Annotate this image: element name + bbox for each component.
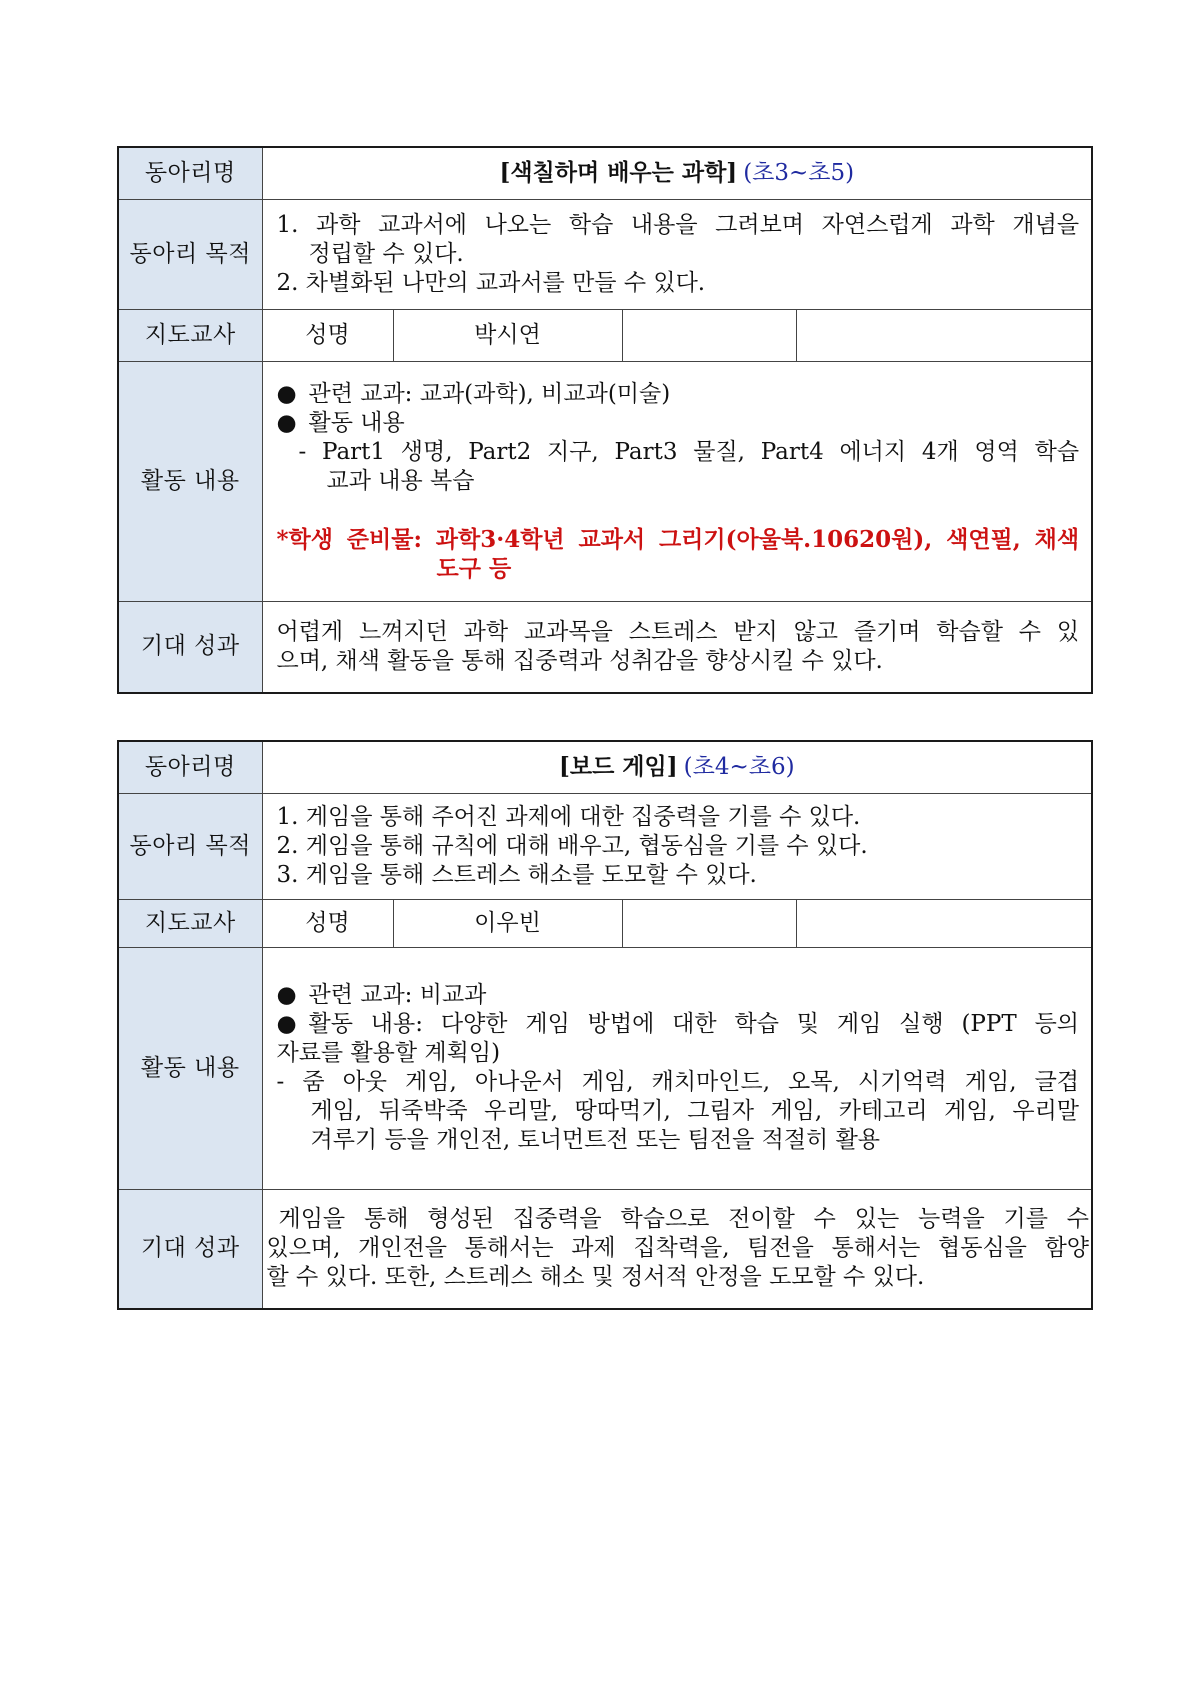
label-outcome: 기대 성과	[118, 601, 262, 693]
empty-cell	[622, 899, 796, 947]
outcome-cell	[262, 601, 1092, 693]
bullet-icon: ●	[276, 1011, 297, 1037]
label-club-goal: 동아리 목적	[118, 793, 262, 899]
bullet-icon: ●	[276, 409, 297, 436]
empty-cell	[796, 899, 1092, 947]
label-club-name: 동아리명	[118, 741, 262, 793]
activity-cell	[262, 361, 1092, 601]
teacher-name-label: 성명	[262, 309, 393, 361]
activity-content-text: 활동 내용: 다양한 게임 방법에 대한 학습 및 게임 실행 (PPT 등의	[308, 1011, 1080, 1037]
activity-content-text: 활동 내용	[308, 409, 405, 436]
goal-line: 정립할 수 있다.	[308, 240, 464, 267]
activity-content	[277, 1010, 1080, 1039]
activity-detail: - 줌 아웃 게임, 아나운서 게임, 캐치마인드, 오목, 시기억력 게임, 글겹	[276, 1069, 1080, 1095]
label-activity: 활동 내용	[118, 947, 262, 1189]
label-activity: 활동 내용	[118, 361, 262, 601]
club-title: [색칠하며 배우는 과학]	[499, 159, 738, 187]
outcome-line: 할 수 있다. 또한, 스트레스 해소 및 정서적 안정을 도모할 수 있다.	[266, 1264, 925, 1291]
club-grade: (초3~초5)	[743, 160, 855, 187]
club-title-cell	[262, 741, 1092, 793]
bullet-icon: ●	[276, 380, 297, 407]
outcome-line: 어렵게 느껴지던 과학 교과목을 스트레스 받지 않고 즐기며 학습할 수 있	[276, 618, 1080, 645]
activity-cell	[262, 947, 1092, 1189]
club-table-board-game	[117, 740, 1093, 1310]
teacher-name-label: 성명	[262, 899, 393, 947]
empty-cell	[796, 309, 1092, 361]
activity-content	[277, 409, 1080, 438]
goal-line: 1. 게임을 통해 주어진 과제에 대한 집중력을 기를 수 있다.	[276, 803, 861, 830]
label-teacher: 지도교사	[118, 899, 262, 947]
activity-detail: 겨루기 등을 개인전, 토너먼트전 또는 팀전을 적절히 활용	[310, 1127, 881, 1153]
activity-content-continued: 자료를 활용할 계획임)	[276, 1040, 501, 1066]
activity-subject-text: 관련 교과: 교과(과학), 비교과(미술)	[308, 380, 671, 407]
club-title: [보드 게임]	[558, 753, 678, 781]
outcome-line: 있으며, 개인전을 통해서는 과제 집착력을, 팀전을 통해서는 협동심을 함양	[266, 1235, 1090, 1262]
goal-line: 2. 차별화된 나만의 교과서를 만들 수 있다.	[276, 269, 706, 296]
materials-notice: *학생 준비물: 과학3·4학년 교과서 그리기(아울북.10620원), 색연필, 채색	[276, 525, 1080, 553]
outcome-line: 으며, 채색 활동을 통해 집중력과 성취감을 향상시킬 수 있다.	[276, 647, 883, 674]
spacer	[277, 496, 1080, 525]
label-teacher: 지도교사	[118, 309, 262, 361]
outcome-line: 게임을 통해 형성된 집중력을 학습으로 전이할 수 있는 능력을 기를 수	[278, 1206, 1090, 1233]
teacher-name: 이우빈	[393, 899, 622, 947]
club-goal-cell	[262, 793, 1092, 899]
activity-subject	[277, 981, 1080, 1010]
goal-line: 2. 게임을 통해 규칙에 대해 배우고, 협동심을 기를 수 있다.	[276, 832, 868, 859]
club-grade: (초4~초6)	[683, 754, 795, 781]
goal-line: 1. 과학 교과서에 나오는 학습 내용을 그려보며 자연스럽게 과학 개념을	[276, 211, 1080, 238]
bullet-icon: ●	[276, 982, 297, 1008]
activity-detail: 게임, 뒤죽박죽 우리말, 땅따먹기, 그림자 게임, 카테고리 게임, 우리말	[310, 1098, 1080, 1124]
outcome-cell	[262, 1189, 1092, 1309]
goal-line: 3. 게임을 통해 스트레스 해소를 도모할 수 있다.	[276, 861, 757, 888]
teacher-name: 박시연	[393, 309, 622, 361]
club-goal-cell	[262, 199, 1092, 309]
club-table-science	[117, 146, 1093, 694]
activity-subject	[277, 380, 1080, 409]
activity-detail: - Part1 생명, Part2 지구, Part3 물질, Part4 에너지 4개 영역 학습	[298, 438, 1080, 465]
empty-cell	[622, 309, 796, 361]
label-club-goal: 동아리 목적	[118, 199, 262, 309]
label-club-name: 동아리명	[118, 147, 262, 199]
materials-notice: 도구 등	[436, 554, 512, 582]
activity-detail: 교과 내용 복습	[326, 467, 475, 494]
label-outcome: 기대 성과	[118, 1189, 262, 1309]
activity-subject-text: 관련 교과: 비교과	[308, 982, 487, 1008]
club-title-cell	[262, 147, 1092, 199]
